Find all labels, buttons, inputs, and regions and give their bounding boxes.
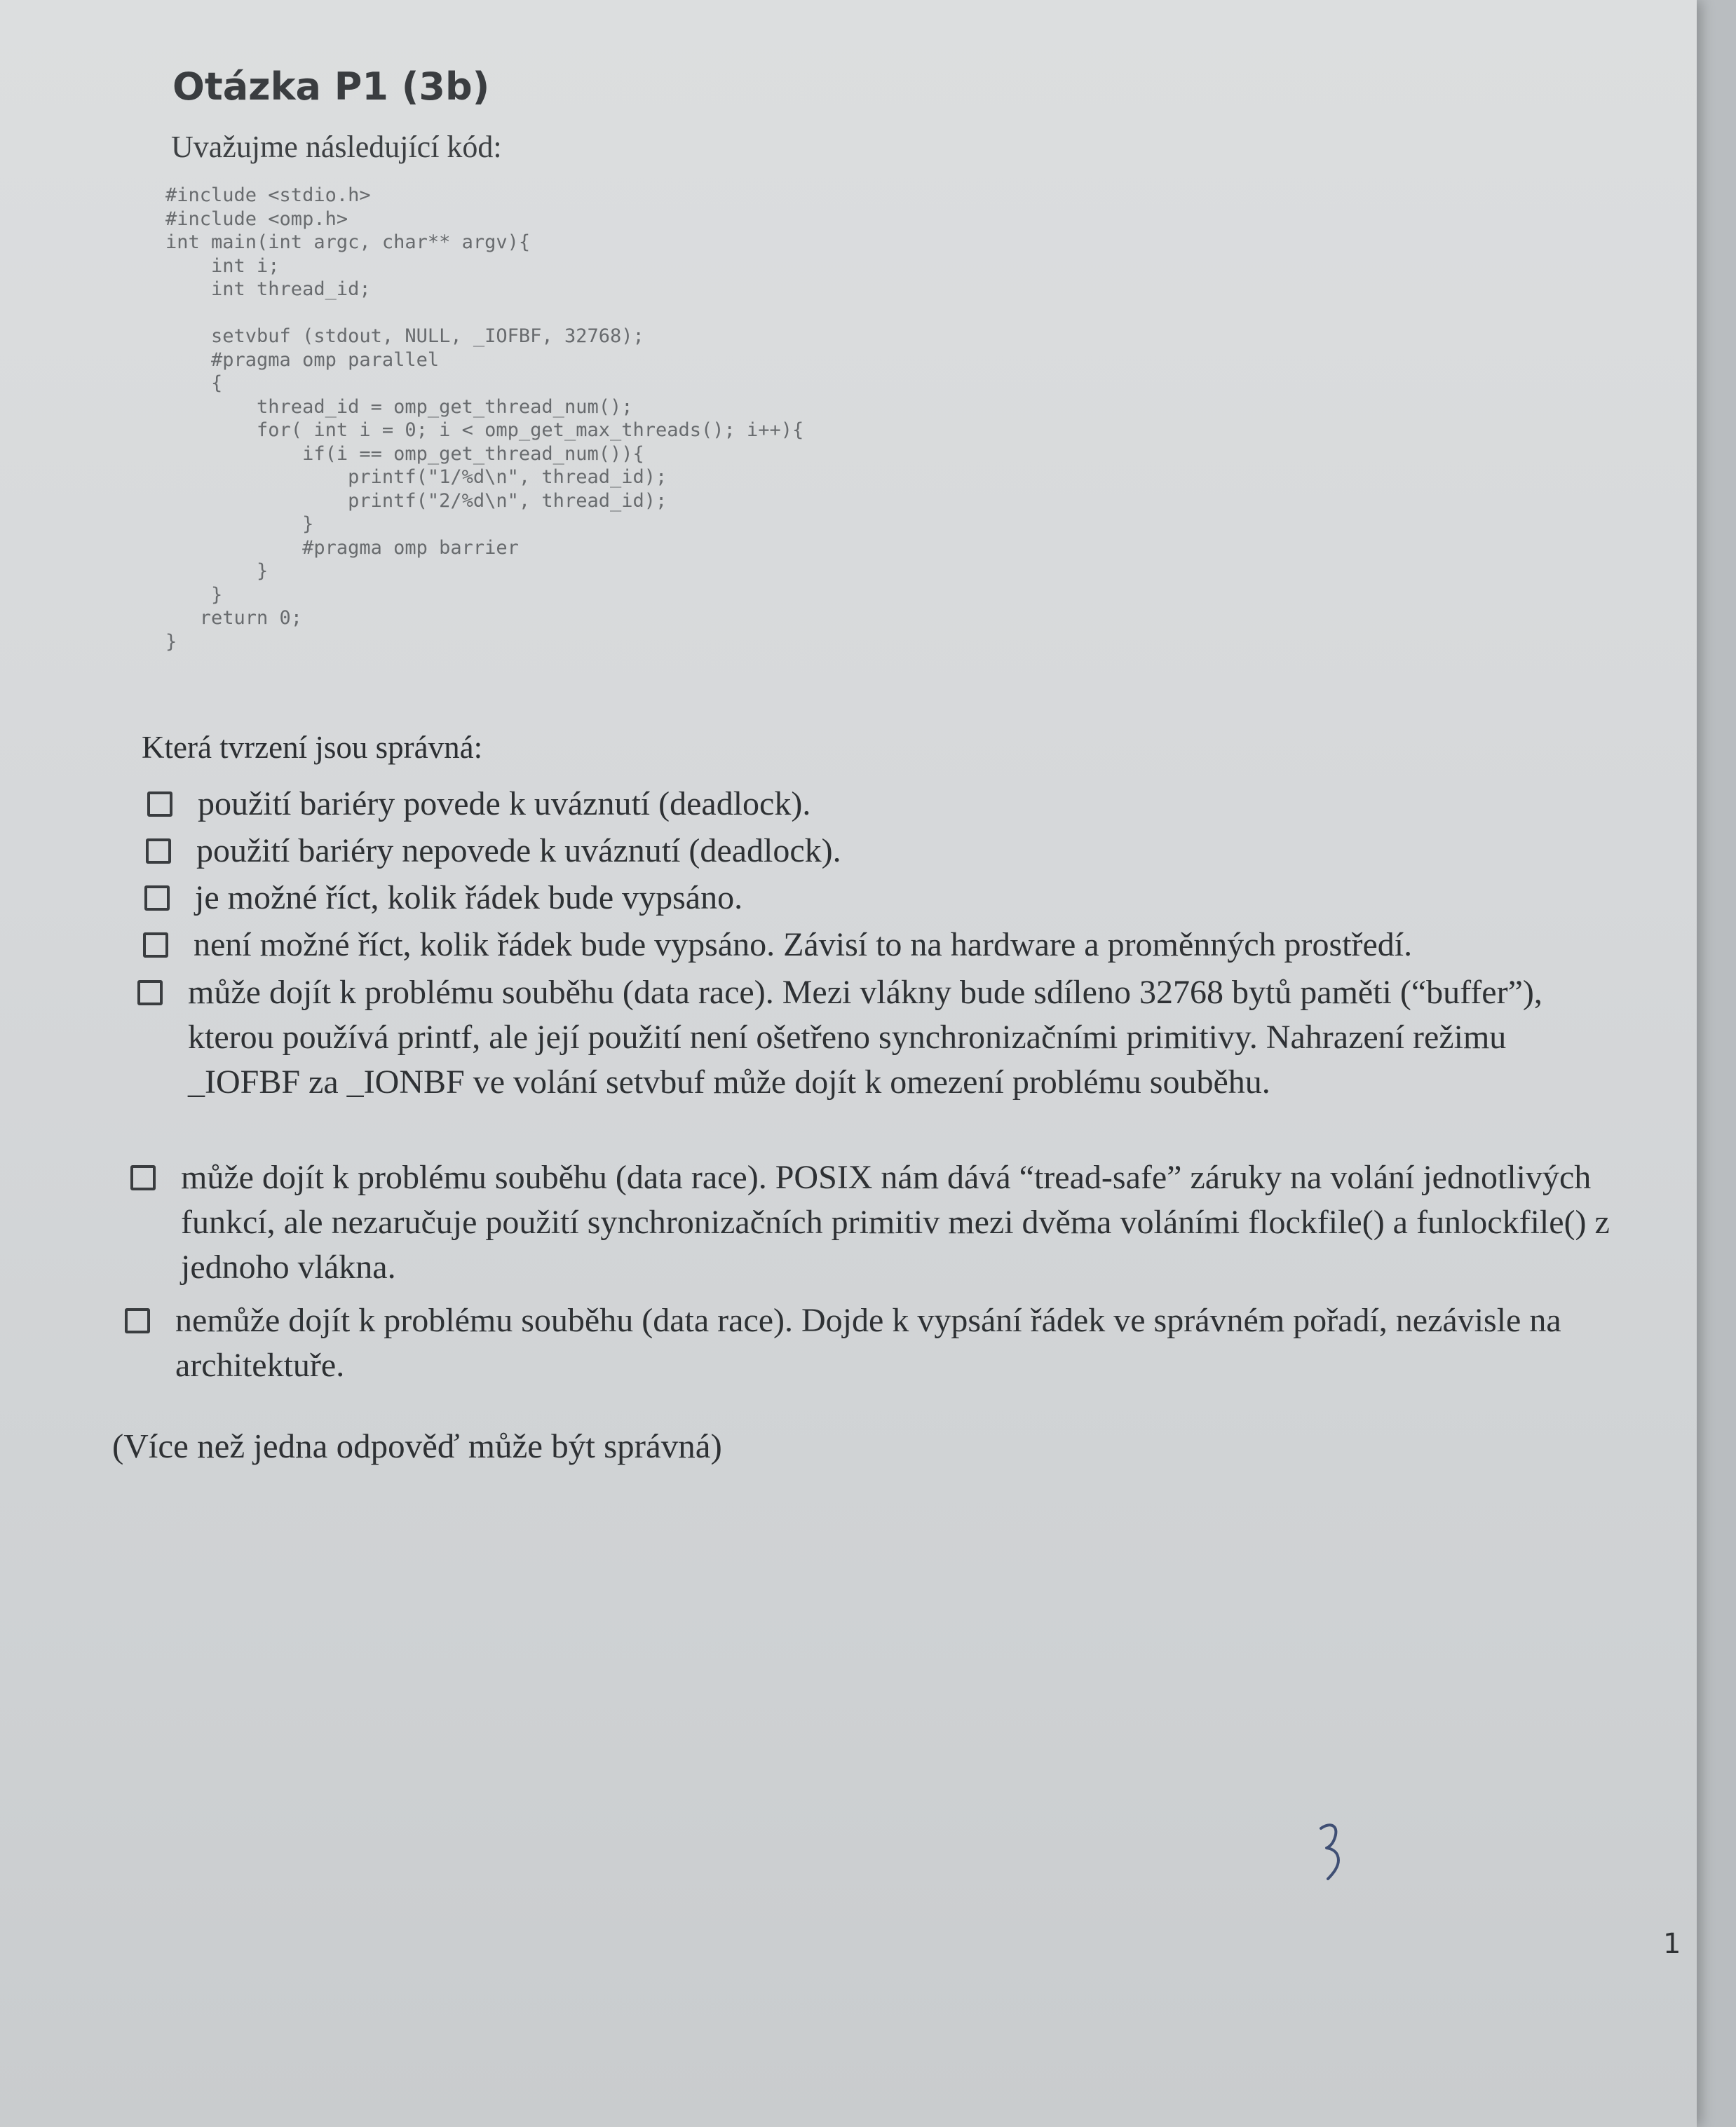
option-text: nemůže dojít k problému souběhu (data race). Dojde k vypsání řádek ve správném pořadí, nezávisle na architektuře. (175, 1302, 1561, 1384)
code-line: #pragma omp barrier (165, 536, 519, 559)
option-text: použití bariéry povede k uváznutí (deadlock). (198, 785, 811, 822)
code-line: } (165, 560, 269, 582)
code-line: setvbuf (stdout, NULL, _IOFBF, 32768); (165, 325, 644, 347)
checkbox[interactable] (144, 885, 170, 911)
checkbox[interactable] (143, 932, 168, 958)
code-line: } (165, 583, 223, 606)
code-listing (165, 184, 803, 653)
code-line: #pragma omp parallel (165, 348, 440, 371)
question-prompt: Která tvrzení jsou správná: (142, 730, 483, 765)
code-line: printf("2/%d\n", thread_id); (165, 489, 667, 512)
code-line: printf("1/%d\n", thread_id); (165, 466, 667, 488)
code-line: #include <stdio.h> (165, 184, 371, 206)
checkbox[interactable] (137, 980, 163, 1005)
option-text: použití bariéry nepovede k uváznutí (deadlock). (196, 832, 841, 869)
code-line: #include <omp.h> (165, 208, 348, 230)
code-line: int main(int argc, char** argv){ (165, 231, 531, 253)
code-line: for( int i = 0; i < omp_get_max_threads(); i++){ (165, 419, 804, 441)
page-number: 1 (1663, 1928, 1681, 1960)
checkbox[interactable] (146, 838, 171, 864)
code-line: } (165, 630, 177, 653)
handwritten-mark (1317, 1821, 1350, 1880)
option-text: může dojít k problému souběhu (data race). POSIX nám dává “tread-safe” záruky na volání jednotlivých funkcí, ale nezaručuje použití synchronizačních primitiv mezi dvěma voláními flockfile() a funlockfile() z jednoho vlákna. (181, 1159, 1610, 1286)
checkbox[interactable] (125, 1308, 150, 1333)
code-line: int i; (165, 254, 280, 277)
checkbox[interactable] (130, 1165, 156, 1190)
code-line: { (165, 372, 223, 394)
option-text: může dojít k problému souběhu (data race). Mezi vlákny bude sdíleno 32768 bytů paměti (“buffer”), kterou používá printf, ale její použití není ošetřeno synchronizačními primitivy. Nahrazení režimu _IOFBF za _IONBF ve volání setvbuf může dojít k omezení problému souběhu. (188, 974, 1542, 1101)
code-line: thread_id = omp_get_thread_num(); (165, 395, 633, 418)
checkbox[interactable] (147, 791, 172, 817)
code-line: } (165, 513, 314, 535)
code-line: int thread_id; (165, 278, 371, 300)
instruction-note: (Více než jedna odpověď může být správná) (112, 1427, 722, 1465)
code-line: if(i == omp_get_thread_num()){ (165, 442, 644, 465)
code-line: return 0; (165, 607, 303, 629)
question-title: Otázka P1 (3b) (172, 64, 490, 109)
question-intro: Uvažujme následující kód: (171, 130, 502, 164)
option-text: je možné říct, kolik řádek bude vypsáno. (195, 879, 743, 916)
option-text: není možné říct, kolik řádek bude vypsáno. Závisí to na hardware a proměnných prostředí. (194, 926, 1413, 963)
